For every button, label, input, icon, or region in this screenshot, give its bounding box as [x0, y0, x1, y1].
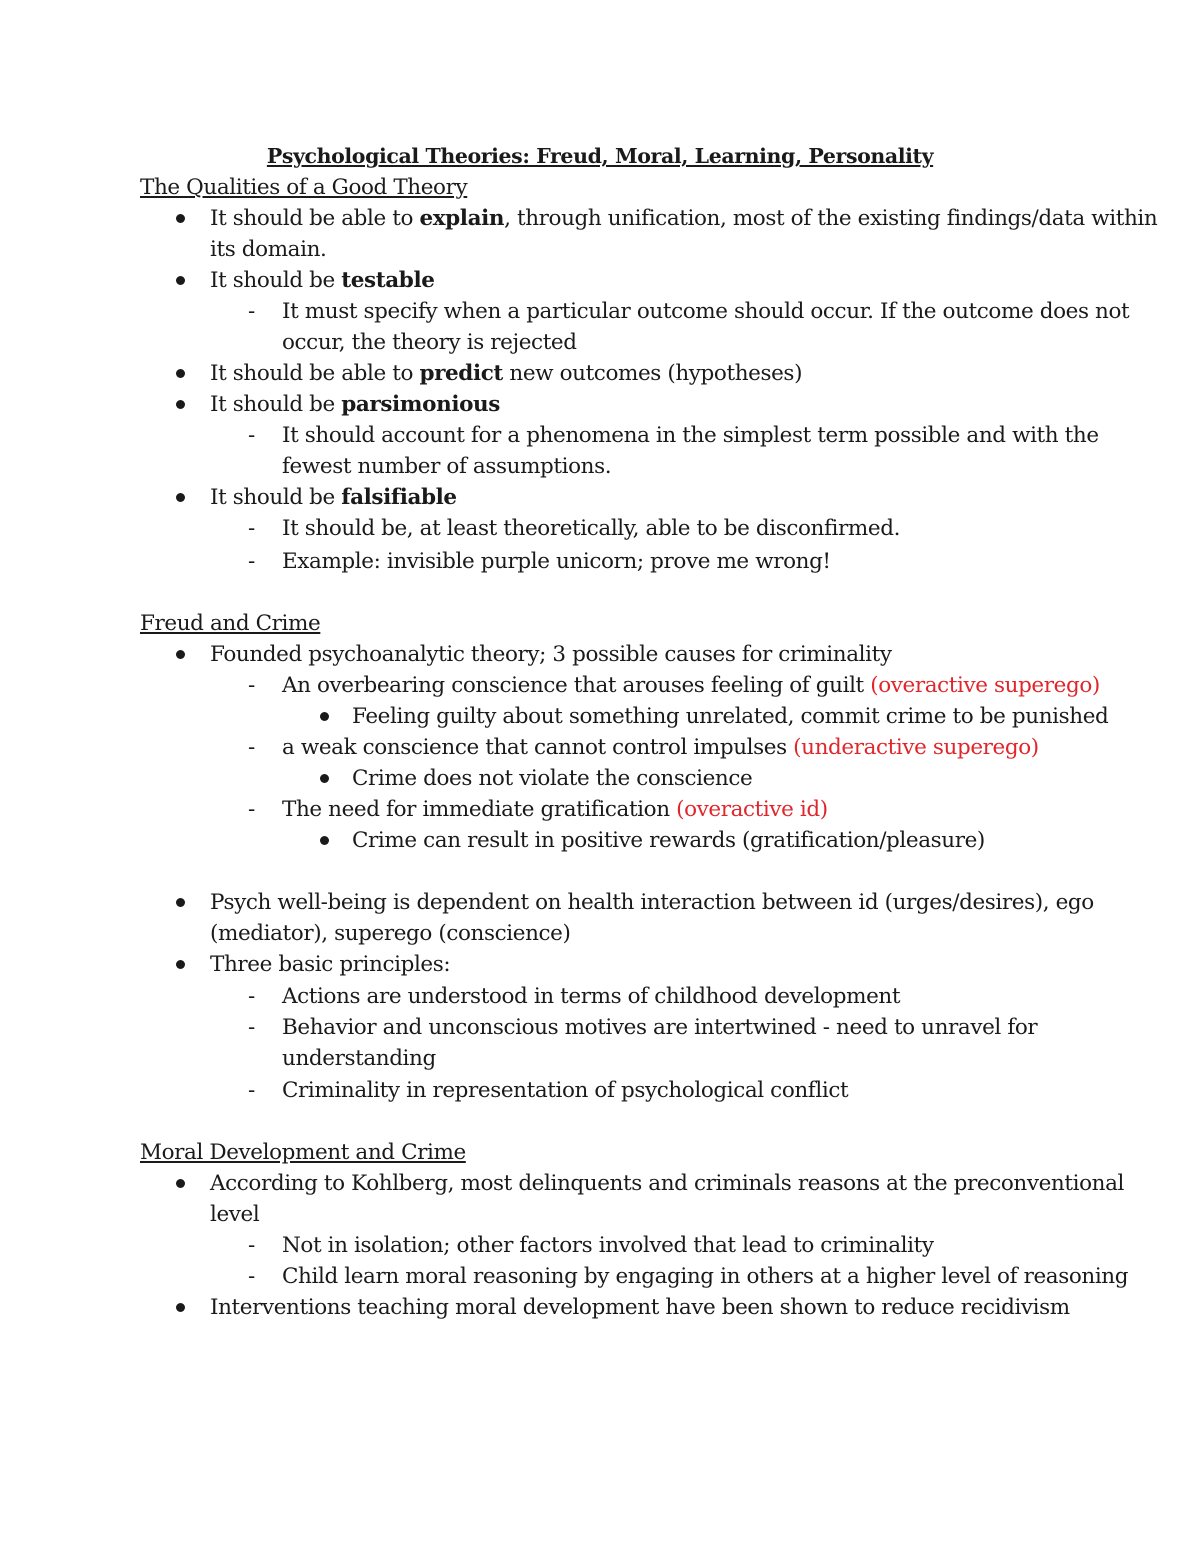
section-heading-good-theory: The Qualities of a Good Theory — [140, 175, 468, 200]
list-item-kohlberg-cont: level — [210, 1202, 260, 1227]
list-item-predict: It should be able to predict new outcomes (hypotheses) — [210, 361, 803, 386]
sub-sub-item-rewards: Crime can result in positive rewards (gratification/pleasure) — [352, 828, 985, 853]
sub-item-testable: It must specify when a particular outcome should occur. If the outcome does not — [282, 299, 1130, 324]
list-item-parsimonious: It should be parsimonious — [210, 392, 500, 417]
bullet-icon — [176, 276, 185, 285]
bullet-icon — [176, 960, 185, 969]
dash-marker: - — [248, 423, 256, 448]
bullet-icon — [176, 493, 185, 502]
sub-sub-item-guilt: Feeling guilty about something unrelated, commit crime to be punished — [352, 704, 1109, 729]
sub-item-parsimonious: It should account for a phenomena in the simplest term possible and with the — [282, 423, 1099, 448]
dash-marker: - — [248, 516, 256, 541]
list-item-interventions: Interventions teaching moral development have been shown to reduce recidivism — [210, 1295, 1070, 1320]
page-title: Psychological Theories: Freud, Moral, Learning, Personality — [266, 144, 934, 168]
sub-sub-item-conscience: Crime does not violate the conscience — [352, 766, 753, 791]
section-heading-moral: Moral Development and Crime — [140, 1140, 466, 1165]
dash-marker: - — [248, 549, 256, 574]
sub-item-falsifiable-1: It should be, at least theoretically, able to be disconfirmed. — [282, 516, 901, 541]
sub-item-parsimonious-cont: fewest number of assumptions. — [282, 454, 612, 479]
dash-marker: - — [248, 797, 256, 822]
bullet-icon — [176, 650, 185, 659]
list-item-kohlberg: According to Kohlberg, most delinquents and criminals reasons at the preconventional — [210, 1171, 1124, 1196]
sub-item-underactive-superego: a weak conscience that cannot control impulses (underactive superego) — [282, 735, 1039, 760]
dash-marker: - — [248, 984, 256, 1009]
sub-item-conflict: Criminality in representation of psychological conflict — [282, 1078, 849, 1103]
sub-item-childhood: Actions are understood in terms of childhood development — [282, 984, 901, 1009]
sub-item-overactive-id: The need for immediate gratification (overactive id) — [282, 797, 828, 822]
list-item-testable: It should be testable — [210, 268, 435, 293]
sub-item-motives-cont: understanding — [282, 1046, 436, 1071]
list-item-falsifiable: It should be falsifiable — [210, 485, 457, 510]
dash-marker: - — [248, 1233, 256, 1258]
section-heading-freud: Freud and Crime — [140, 611, 321, 636]
bullet-icon — [320, 836, 329, 845]
bullet-icon — [176, 400, 185, 409]
sub-item-moral-reasoning: Child learn moral reasoning by engaging in others at a higher level of reasoning — [282, 1264, 1129, 1289]
sub-item-isolation: Not in isolation; other factors involved that lead to criminality — [282, 1233, 934, 1258]
dash-marker: - — [248, 673, 256, 698]
sub-item-falsifiable-2: Example: invisible purple unicorn; prove me wrong! — [282, 549, 831, 574]
bullet-icon — [176, 1179, 185, 1188]
list-item-well-being-cont: (mediator), superego (conscience) — [210, 921, 571, 946]
bullet-icon — [320, 712, 329, 721]
list-item-well-being: Psych well-being is dependent on health interaction between id (urges/desires), ego — [210, 890, 1094, 915]
sub-item-motives: Behavior and unconscious motives are intertwined - need to unravel for — [282, 1015, 1038, 1040]
bullet-icon — [176, 214, 185, 223]
dash-marker: - — [248, 1264, 256, 1289]
list-item-explain: It should be able to explain, through unification, most of the existing findings/data within — [210, 206, 1158, 231]
bullet-icon — [320, 774, 329, 783]
bullet-icon — [176, 369, 185, 378]
dash-marker: - — [248, 1078, 256, 1103]
dash-marker: - — [248, 299, 256, 324]
bullet-icon — [176, 898, 185, 907]
dash-marker: - — [248, 735, 256, 760]
dash-marker: - — [248, 1015, 256, 1040]
bullet-icon — [176, 1303, 185, 1312]
sub-item-overactive-superego: An overbearing conscience that arouses feeling of guilt (overactive superego) — [282, 673, 1100, 698]
list-item-explain-cont: its domain. — [210, 237, 327, 262]
sub-item-testable-cont: occur, the theory is rejected — [282, 330, 577, 355]
list-item-psychoanalytic: Founded psychoanalytic theory; 3 possible causes for criminality — [210, 642, 892, 667]
list-item-principles: Three basic principles: — [210, 952, 451, 977]
